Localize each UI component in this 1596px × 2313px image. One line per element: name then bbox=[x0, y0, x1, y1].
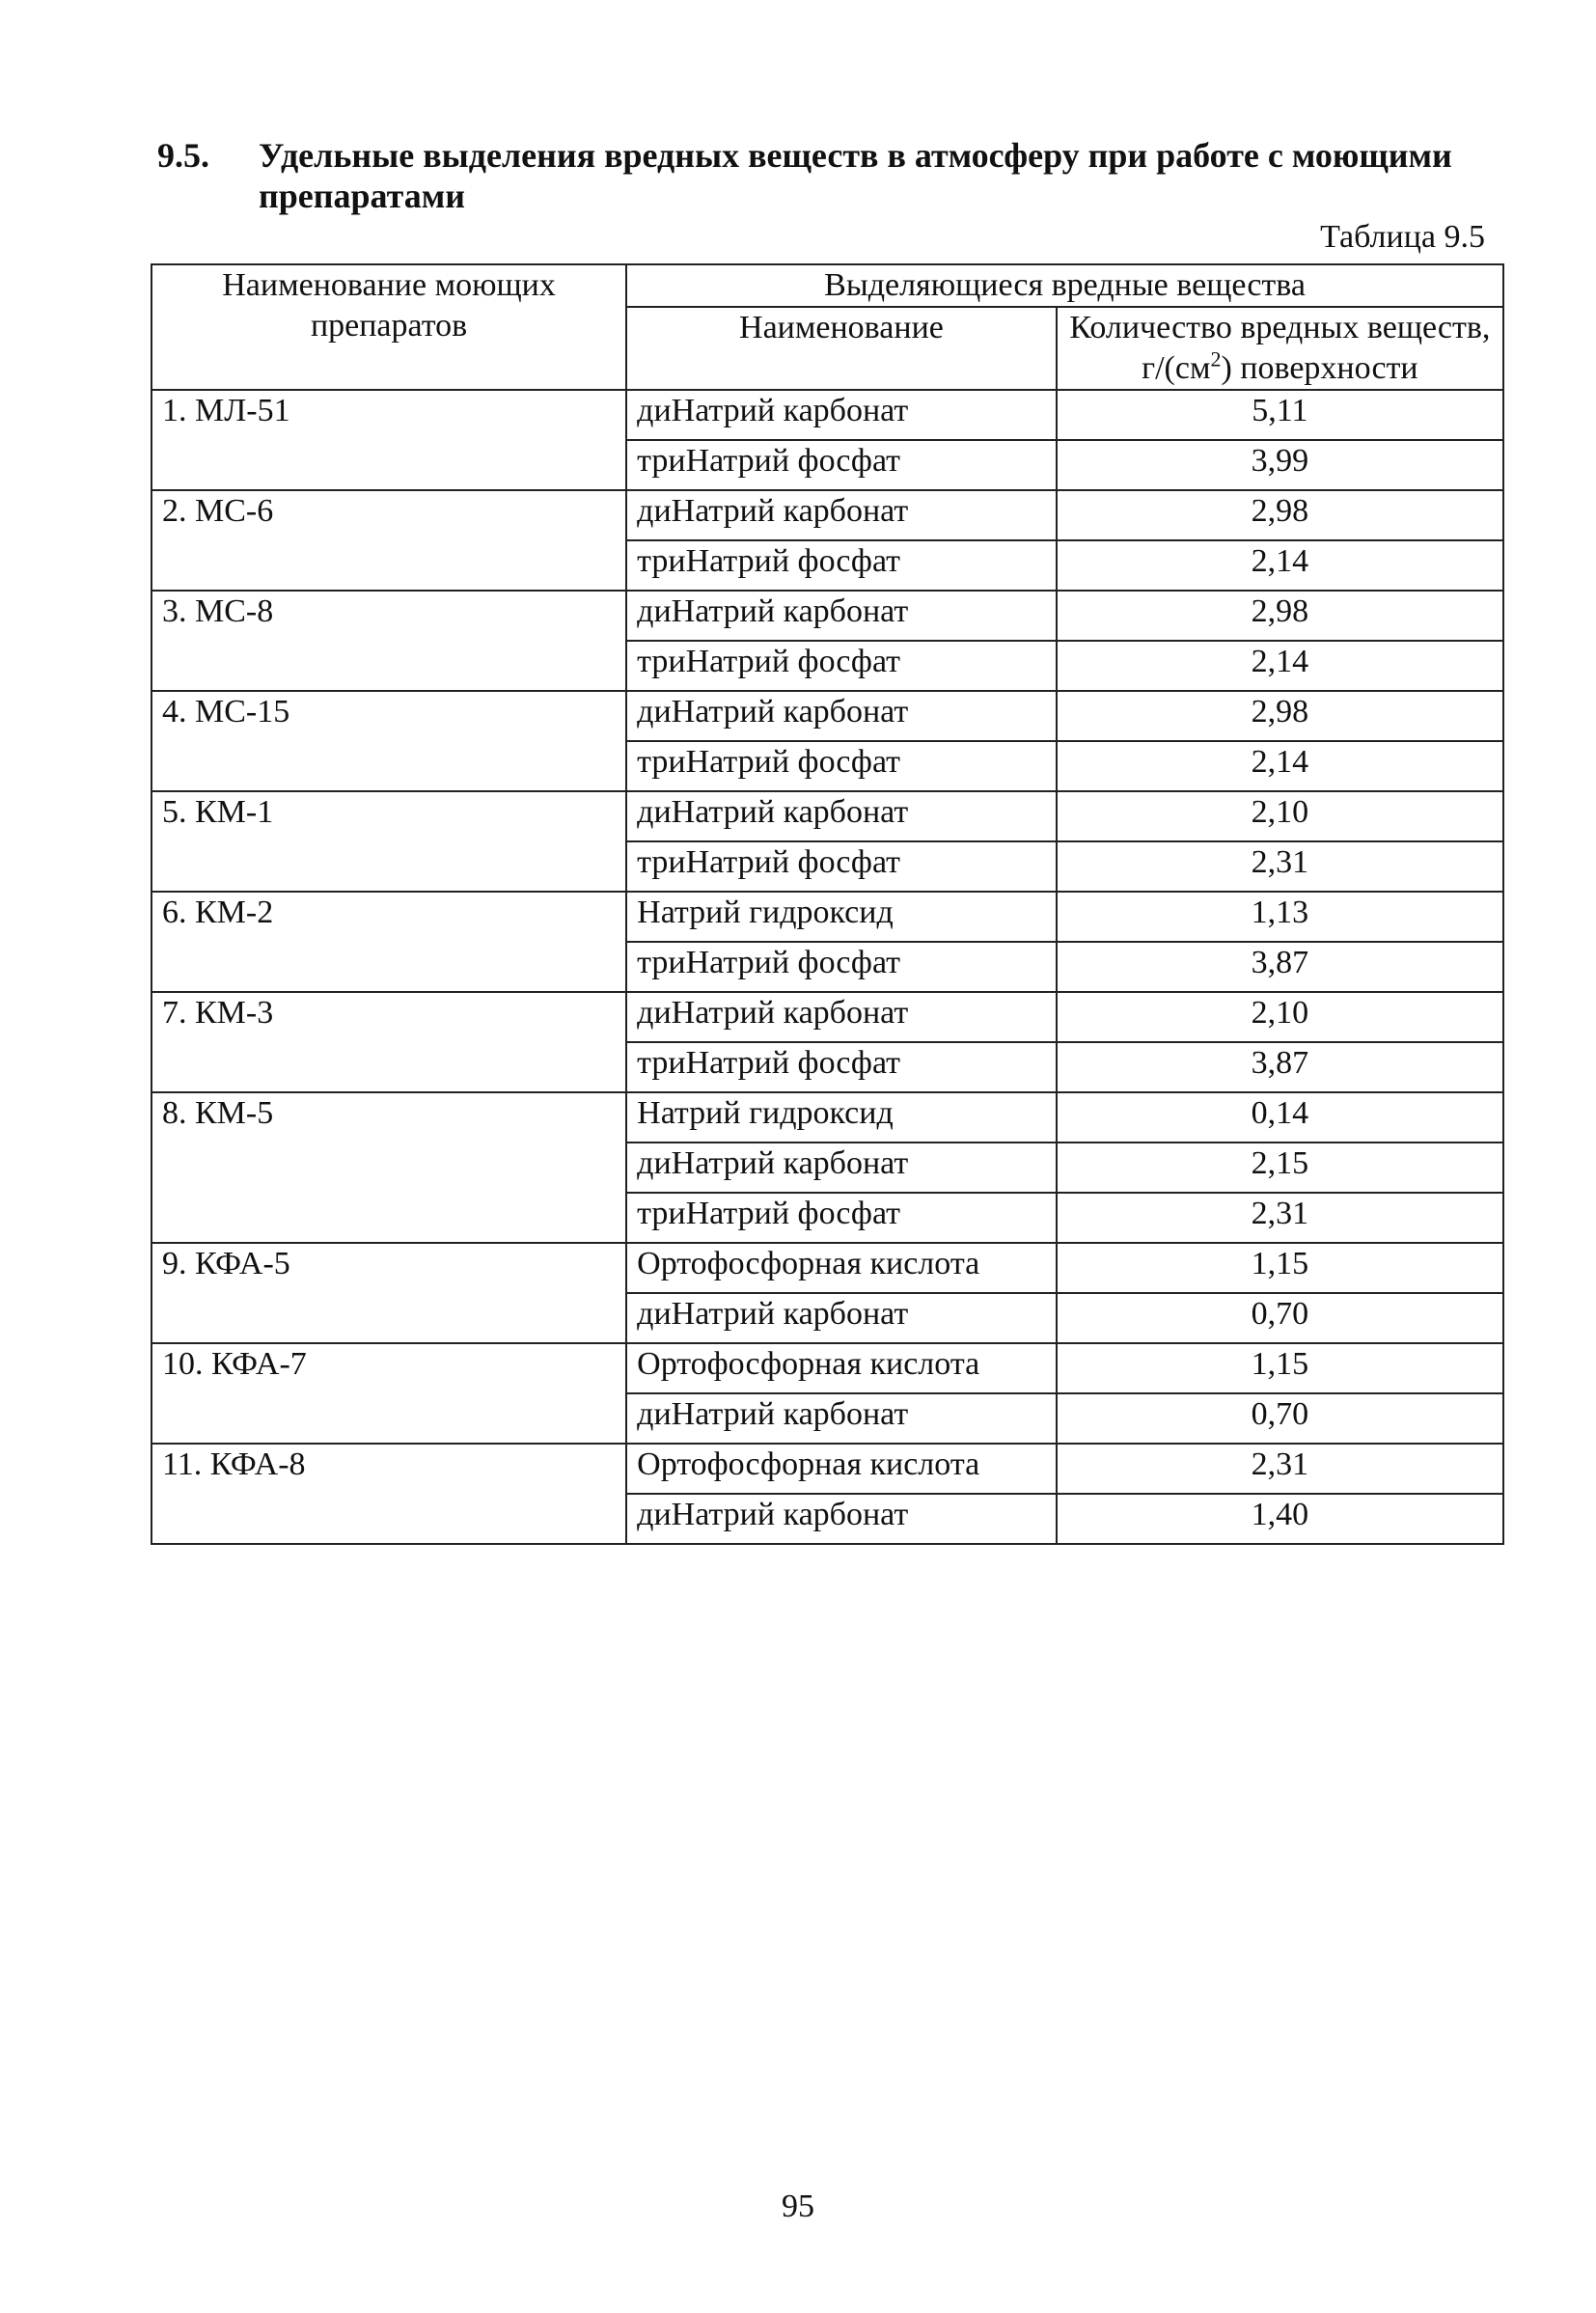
preparation-name: 5. КМ-1 bbox=[151, 791, 626, 892]
substance-name: диНатрий карбонат bbox=[626, 1143, 1057, 1193]
header-amount-prefix: Количество вредных веществ, г/(с bbox=[1069, 310, 1491, 386]
substance-name: диНатрий карбонат bbox=[626, 691, 1057, 741]
substance-amount: 2,98 bbox=[1057, 490, 1503, 540]
substance-name: диНатрий карбонат bbox=[626, 390, 1057, 440]
table-body bbox=[151, 390, 1503, 1544]
preparation-name: 6. КМ-2 bbox=[151, 892, 626, 992]
substance-name: триНатрий фосфат bbox=[626, 1193, 1057, 1243]
header-emitted-substances: Выделяющиеся вредные вещества bbox=[626, 264, 1503, 307]
table-row bbox=[151, 892, 1503, 942]
substance-name: диНатрий карбонат bbox=[626, 1393, 1057, 1444]
substance-amount: 1,40 bbox=[1057, 1494, 1503, 1544]
substance-amount: 2,98 bbox=[1057, 591, 1503, 641]
preparation-name: 8. КМ-5 bbox=[151, 1092, 626, 1243]
substance-amount: 2,14 bbox=[1057, 741, 1503, 791]
substance-name: Ортофосфорная кислота bbox=[626, 1243, 1057, 1293]
section-number: 9.5. bbox=[157, 136, 209, 175]
section-heading bbox=[157, 135, 1508, 216]
substance-amount: 2,15 bbox=[1057, 1143, 1503, 1193]
header-amount-exponent: 2 bbox=[1210, 346, 1222, 372]
substance-amount: 2,10 bbox=[1057, 791, 1503, 841]
preparation-name: 7. КМ-3 bbox=[151, 992, 626, 1092]
substance-amount: 2,14 bbox=[1057, 540, 1503, 591]
substance-name: диНатрий карбонат bbox=[626, 591, 1057, 641]
header-substance-name: Наименование bbox=[626, 307, 1057, 390]
substance-name: Натрий гидроксид bbox=[626, 1092, 1057, 1143]
substance-amount: 0,14 bbox=[1057, 1092, 1503, 1143]
substance-name: триНатрий фосфат bbox=[626, 440, 1057, 490]
substance-amount: 5,11 bbox=[1057, 390, 1503, 440]
header-substance-amount bbox=[1057, 307, 1503, 390]
table-row bbox=[151, 1092, 1503, 1143]
substance-amount: 0,70 bbox=[1057, 1393, 1503, 1444]
substance-amount: 2,10 bbox=[1057, 992, 1503, 1042]
substance-name: диНатрий карбонат bbox=[626, 992, 1057, 1042]
preparation-name: 1. МЛ-51 bbox=[151, 390, 626, 490]
substance-name: триНатрий фосфат bbox=[626, 641, 1057, 691]
substance-amount: 1,15 bbox=[1057, 1243, 1503, 1293]
table-row bbox=[151, 791, 1503, 841]
substance-amount: 2,31 bbox=[1057, 1444, 1503, 1494]
table-row bbox=[151, 1243, 1503, 1293]
substance-amount: 1,13 bbox=[1057, 892, 1503, 942]
preparation-name: 3. МС-8 bbox=[151, 591, 626, 691]
substance-name: диНатрий карбонат bbox=[626, 791, 1057, 841]
preparation-name: 4. МС-15 bbox=[151, 691, 626, 791]
substance-name: триНатрий фосфат bbox=[626, 741, 1057, 791]
substance-amount: 3,99 bbox=[1057, 440, 1503, 490]
preparation-name: 2. МС-6 bbox=[151, 490, 626, 591]
substance-name: Ортофосфорная кислота bbox=[626, 1444, 1057, 1494]
table-row bbox=[151, 490, 1503, 540]
header-preparation-name: Наименование моющих препаратов bbox=[151, 264, 626, 390]
header-amount-unit: м bbox=[1189, 350, 1211, 386]
substance-amount: 0,70 bbox=[1057, 1293, 1503, 1343]
substance-amount: 3,87 bbox=[1057, 1042, 1503, 1092]
preparation-name: 11. КФА-8 bbox=[151, 1444, 626, 1544]
page-number: 95 bbox=[782, 2189, 814, 2224]
substance-amount: 2,31 bbox=[1057, 841, 1503, 892]
substance-amount: 2,14 bbox=[1057, 641, 1503, 691]
substance-name: триНатрий фосфат bbox=[626, 540, 1057, 591]
substance-name: Ортофосфорная кислота bbox=[626, 1343, 1057, 1393]
substance-name: Натрий гидроксид bbox=[626, 892, 1057, 942]
header-amount-suffix: ) поверхности bbox=[1221, 350, 1418, 386]
substance-name: диНатрий карбонат bbox=[626, 490, 1057, 540]
substance-name: диНатрий карбонат bbox=[626, 1494, 1057, 1544]
substance-name: триНатрий фосфат bbox=[626, 1042, 1057, 1092]
emissions-table bbox=[151, 263, 1504, 1545]
substance-amount: 2,31 bbox=[1057, 1193, 1503, 1243]
substance-name: триНатрий фосфат bbox=[626, 841, 1057, 892]
substance-amount: 3,87 bbox=[1057, 942, 1503, 992]
table-label: Таблица 9.5 bbox=[1320, 219, 1485, 255]
section-title: Удельные выделения вредных веществ в атмосферу при работе с моющими препаратами bbox=[259, 136, 1452, 215]
substance-amount: 1,15 bbox=[1057, 1343, 1503, 1393]
substance-name: диНатрий карбонат bbox=[626, 1293, 1057, 1343]
table-row bbox=[151, 1444, 1503, 1494]
table-row bbox=[151, 691, 1503, 741]
table-row bbox=[151, 390, 1503, 440]
substance-name: триНатрий фосфат bbox=[626, 942, 1057, 992]
substance-amount: 2,98 bbox=[1057, 691, 1503, 741]
preparation-name: 9. КФА-5 bbox=[151, 1243, 626, 1343]
table-row bbox=[151, 591, 1503, 641]
preparation-name: 10. КФА-7 bbox=[151, 1343, 626, 1444]
table-row bbox=[151, 992, 1503, 1042]
table-row bbox=[151, 1343, 1503, 1393]
